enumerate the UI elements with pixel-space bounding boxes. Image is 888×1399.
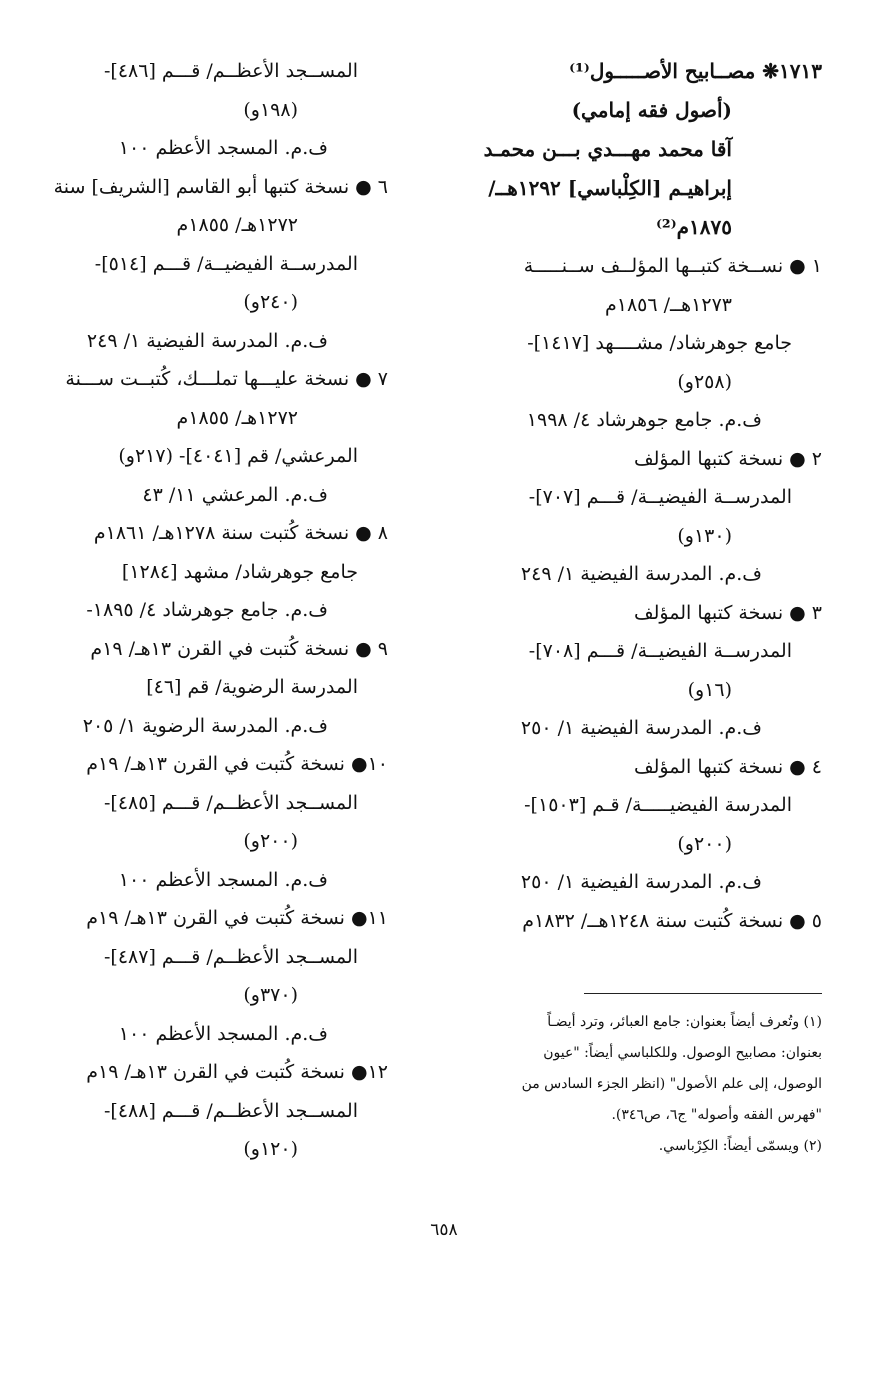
right-column-line: (١٦و) bbox=[687, 678, 732, 701]
right-column-line: (٢٠٠و) bbox=[677, 832, 732, 855]
left-column-line: ف.م. المسجد الأعظم ١٠٠ bbox=[118, 1022, 328, 1045]
right-column-line: المدرســة الفيضيــة/ قـــم [٧٠٧]- bbox=[528, 486, 792, 508]
left-column-line: ف.م. المدرسة الفيضية ١/ ٢٤٩ bbox=[86, 329, 328, 352]
right-column-line: جامع جوهرشاد/ مشــــهد [١٤١٧]- bbox=[527, 332, 792, 354]
right-column-line: (٢٥٨و) bbox=[677, 370, 732, 393]
left-column-line: ٨ ● نسخة كُتبت سنة ١٢٧٨هـ/ ١٨٦١م bbox=[93, 522, 388, 544]
right-column-line: (١٣٠و) bbox=[677, 524, 732, 547]
right-column-line: ١ ● نســخة كتبــها المؤلــف ســنـــــة bbox=[523, 255, 822, 277]
footnote-line: بعنوان: مصابيح الوصول. وللكلباسي أيضاً: "عيون bbox=[543, 1045, 822, 1061]
right-column-line: ٤ ● نسخة كتبها المؤلف bbox=[633, 755, 822, 778]
left-column-line: المســجد الأعظــم/ قـــم [٤٨٧]- bbox=[103, 945, 358, 968]
right-column-line: ف.م. جامع جوهرشاد ٤/ ١٩٩٨ bbox=[526, 409, 762, 431]
left-column-line: المســجد الأعظــم/ قـــم [٤٨٨]- bbox=[103, 1099, 358, 1122]
left-column-line: ف.م. جامع جوهرشاد ٤/ ١٨٩٥- bbox=[86, 599, 328, 621]
left-column-line: ٩ ● نسخة كُتبت في القرن ١٣هـ/ ١٩م bbox=[90, 637, 388, 660]
left-column-line: ٦ ● نسخة كتبها أبو القاسم [الشريف] سنة bbox=[53, 175, 388, 198]
left-column-line: ف.م. المسجد الأعظم ١٠٠ bbox=[118, 868, 328, 891]
left-column-line: (٣٧٠و) bbox=[243, 984, 298, 1006]
footnote-line: الوصول، إلى علم الأصول" (انظر الجزء السادس من bbox=[521, 1076, 822, 1092]
right-column-line: إبراهيـم [الكِلْباسي] ١٢٩٢هــ/ bbox=[488, 176, 732, 200]
left-column-line: ٧ ● نسخة عليـــها تملـــك، كُتبــت ســـنة bbox=[65, 368, 388, 390]
left-column-line: (١٢٠و) bbox=[243, 1138, 298, 1160]
right-column-line: ٣ ● نسخة كتبها المؤلف bbox=[633, 601, 822, 624]
right-column-line: ٢ ● نسخة كتبها المؤلف bbox=[633, 447, 822, 470]
left-column-line: المســجد الأعظــم/ قـــم [٤٨٥]- bbox=[103, 791, 358, 814]
left-column-line: المرعشي/ قم [٤٠٤١]- (٢١٧و) bbox=[118, 445, 358, 467]
left-column-line: ١١● نسخة كُتبت في القرن ١٣هـ/ ١٩م bbox=[86, 907, 388, 929]
right-column-line: ف.م. المدرسة الفيضية ١/ ٢٤٩ bbox=[520, 563, 762, 585]
footnote-line: (٢) ويسمّى أيضاً: الكِرْباسي. bbox=[658, 1138, 822, 1154]
page-number: ٦٥٨ bbox=[430, 1220, 458, 1240]
left-column-line: ١٢٧٢هـ/ ١٨٥٥م bbox=[176, 214, 298, 236]
right-column-line: ١٢٧٣هــ/ ١٨٥٦م bbox=[604, 293, 732, 316]
right-column-line: ١٧١٣❋ مصــابيح الأصـــــول⁽¹⁾ bbox=[569, 59, 822, 83]
right-column-line: ١٨٧٥م⁽²⁾ bbox=[655, 215, 732, 239]
left-column-line: ف.م. المدرسة الرضوية ١/ ٢٠٥ bbox=[82, 714, 328, 737]
footnotes bbox=[450, 1007, 822, 1162]
footnote-line: (١) وتُعرف أيضاً بعنوان: جامع العبائر، وترد أيضـاً bbox=[547, 1014, 822, 1030]
right-column-line: ف.م. المدرسة الفيضية ١/ ٢٥٠ bbox=[520, 717, 762, 739]
left-column-line: ف.م. المسجد الأعظم ١٠٠ bbox=[118, 137, 328, 159]
left-column-line: (٢٤٠و) bbox=[243, 291, 298, 313]
right-column-line: ٥ ● نسخة كُتبت سنة ١٢٤٨هــ/ ١٨٣٢م bbox=[522, 909, 822, 932]
left-column bbox=[38, 52, 388, 1169]
right-column-line: المدرسة الفيضيـــــة/ قـم [١٥٠٣]- bbox=[524, 794, 792, 816]
right-column-line: ف.م. المدرسة الفيضية ١/ ٢٥٠ bbox=[520, 871, 762, 893]
right-column bbox=[450, 52, 822, 940]
left-column-line: المدرسة الرضوية/ قم [٤٦] bbox=[146, 676, 358, 698]
left-column-line: المســجد الأعظــم/ قـــم [٤٨٦]- bbox=[103, 60, 358, 82]
left-column-line: ١٢٧٢هـ/ ١٨٥٥م bbox=[176, 406, 298, 429]
left-column-line: ١٢● نسخة كُتبت في القرن ١٣هـ/ ١٩م bbox=[86, 1061, 388, 1083]
footnote-separator bbox=[584, 993, 822, 994]
left-column-line: المدرســة الفيضيــة/ قـــم [٥١٤]- bbox=[94, 252, 358, 275]
right-column-line: آقا محمد مهـــدي بـــن محمـد bbox=[483, 137, 732, 161]
left-column-line: ١٠● نسخة كُتبت في القرن ١٣هـ/ ١٩م bbox=[86, 753, 388, 775]
left-column-line: جامع جوهرشاد/ مشهد [١٢٨٤] bbox=[121, 560, 358, 583]
left-column-line: (١٩٨و) bbox=[243, 98, 298, 121]
left-column-line: ف.م. المرعشي ١١/ ٤٣ bbox=[142, 483, 328, 506]
right-column-line: (أصول فقه إمامي) bbox=[571, 98, 732, 122]
right-column-line: المدرســة الفيضيــة/ قـــم [٧٠٨]- bbox=[528, 640, 792, 662]
left-column-line: (٢٠٠و) bbox=[243, 830, 298, 852]
footnote-line: "فهرس الفقه وأصوله" ج٦، ص٣٤٦). bbox=[611, 1107, 822, 1123]
